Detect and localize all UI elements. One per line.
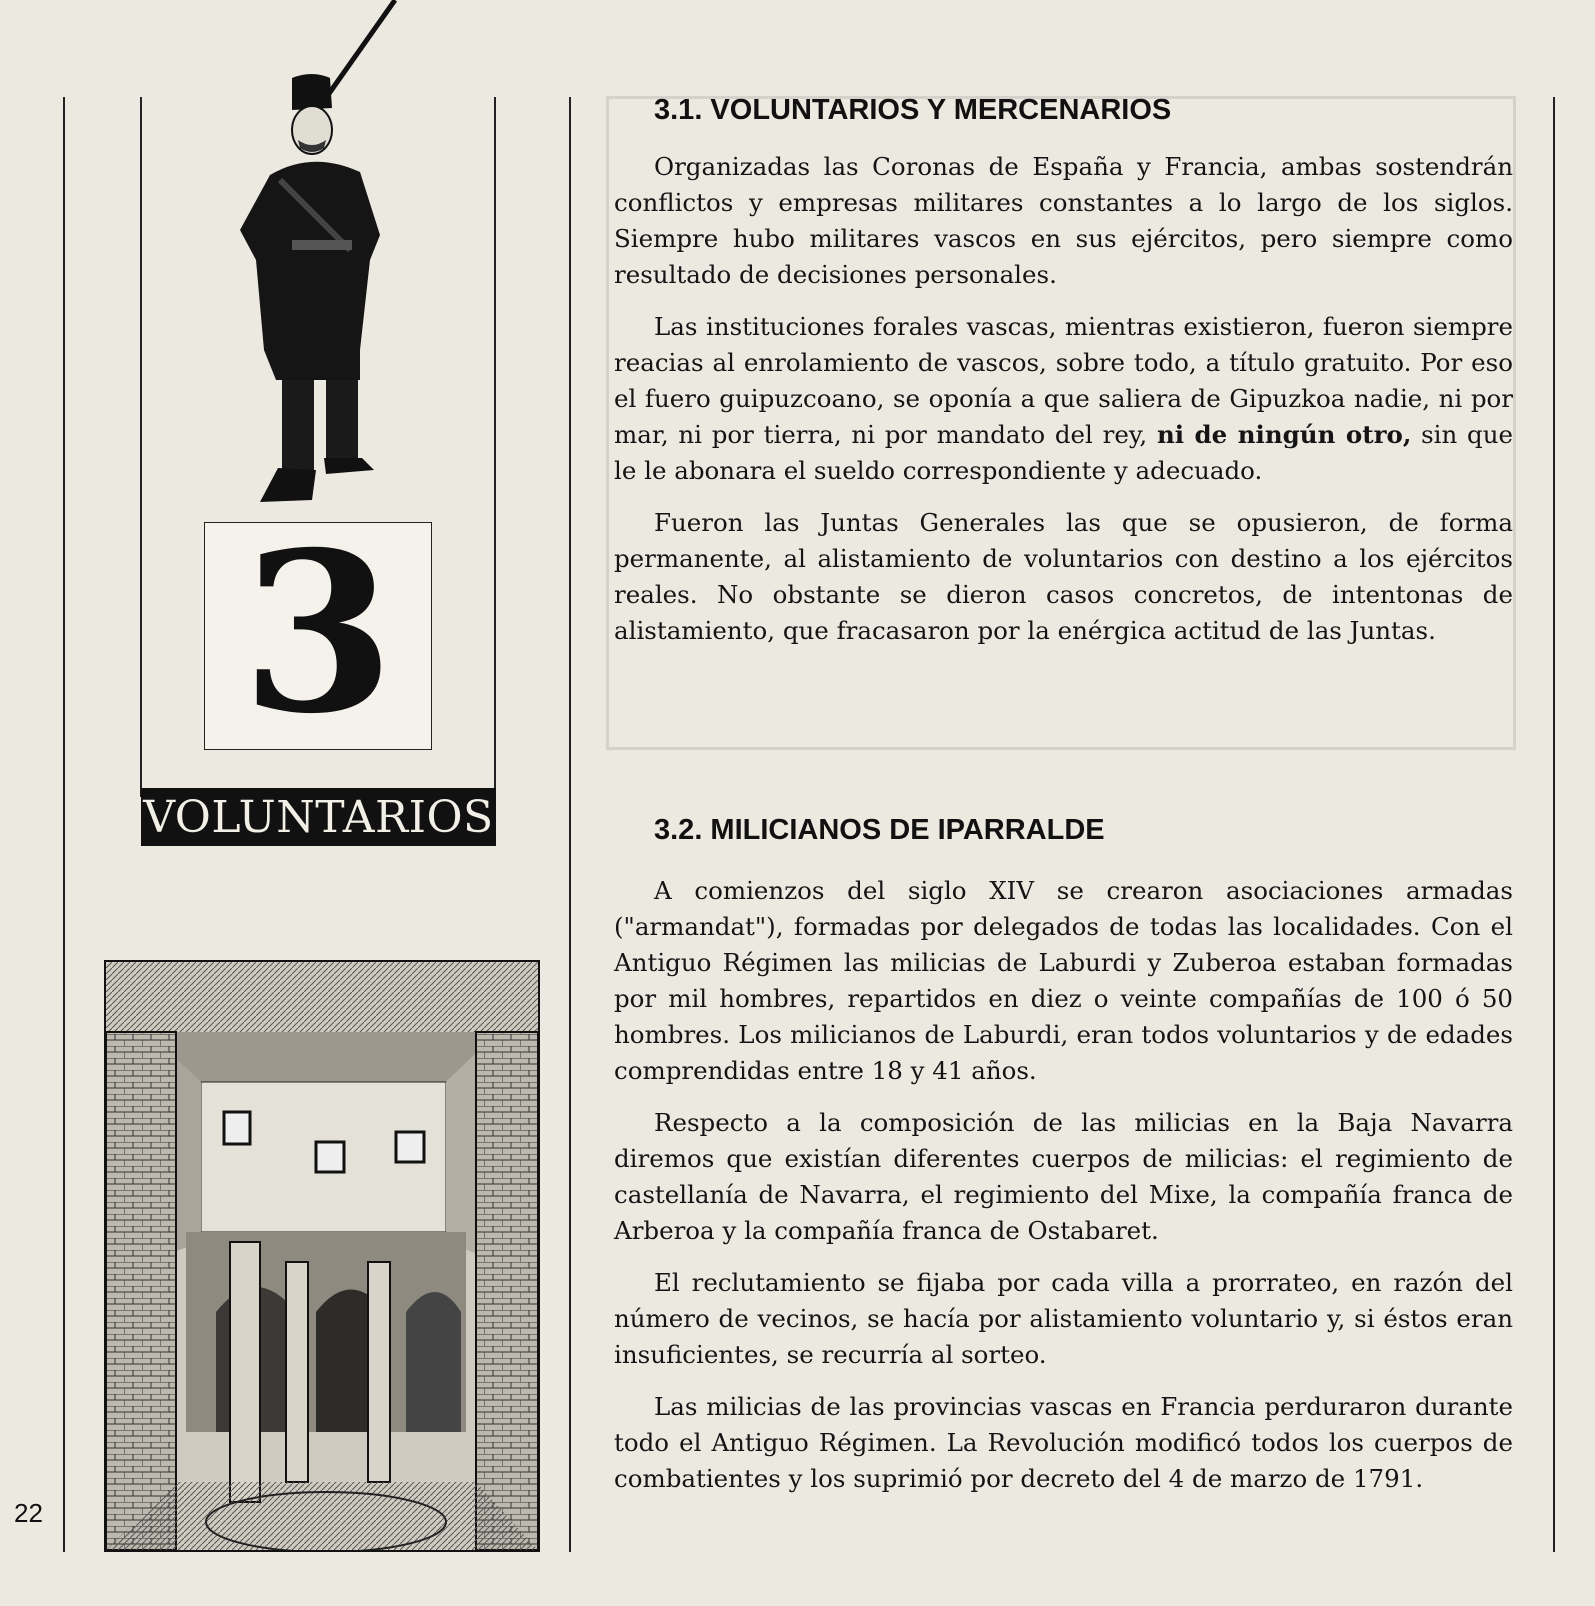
paragraph: Fueron las Juntas Generales las que se opusieron, de forma permanente, al alistamiento de voluntarios con destino a los ejércitos reales. No obstante se dieron casos concretos, de intentonas de alistamiento, que fracasaron por la enérgica actitud de las Juntas. xyxy=(614,508,1513,645)
column-rule-left xyxy=(63,97,65,1552)
paragraph-with-emphasis xyxy=(614,309,1513,489)
chapter-number-box xyxy=(204,503,432,762)
chapter-rule-left xyxy=(140,97,142,797)
section-title: 3.1. VOLUNTARIOS Y MERCENARIOS xyxy=(654,94,1172,126)
chapter-number: 3 xyxy=(241,503,395,762)
paragraph-text: Las instituciones forales vascas, mientras existieron, fueron siempre reacias al enrolamiento de vascos, sobre todo, a título gratuito. Por eso el fuero guipuzcoano, se oponía a que saliera de Gipuzkoa nadie, ni por mar, ni por tierra, ni por mandato del rey, xyxy=(614,312,1513,449)
paragraph: Organizadas las Coronas de España y Francia, ambas sostendrán conflictos y empresas militares constantes a lo largo de los siglos. Siempre hubo militares vascos en sus ejércitos, pero siempre como resultado de decisiones personales. xyxy=(614,152,1513,289)
paragraph: Respecto a la composición de las milicias en la Baja Navarra diremos que existían diferentes cuerpos de milicias: el regimiento de castellanía de Navarra, el regimiento del Mixe, la compañía franca de Arberoa y la compañía franca de Ostabaret. xyxy=(614,1108,1513,1245)
section-milicianos-iparralde xyxy=(614,814,1513,1513)
paragraph: Las milicias de las provincias vascas en Francia perduraron durante todo el Antiguo Régimen. La Revolución modificó todos los cuerpos de combatientes y los suprimió por decreto del 4 de marzo de 1791. xyxy=(614,1392,1513,1493)
paragraph: A comienzos del siglo XIV se crearon asociaciones armadas ("armandat"), formadas por delegados de todas las localidades. Con el Antiguo Régimen las milicias de Laburdi y Zuberoa estaban formadas por mil hombres, repartidos en diez o veinte compañías de 100 ó 50 hombres. Los milicianos de Laburdi, eran todos voluntarios y de edades comprendidas entre 18 y 41 años. xyxy=(614,876,1513,1085)
emphasis-text: ni de ningún otro, xyxy=(1156,420,1412,449)
column-rule-middle xyxy=(569,97,571,1552)
paragraph-text: sin que le le abonara el sueldo correspondiente y adecuado. xyxy=(614,420,1513,485)
column-rule-right xyxy=(1553,97,1555,1552)
chapter-rule-right xyxy=(494,97,496,797)
chapter-title-banner xyxy=(141,788,496,846)
section-title: 3.2. MILICIANOS DE IPARRALDE xyxy=(654,814,1105,846)
courtyard-illustration xyxy=(104,960,540,1552)
courtyard-engraving xyxy=(106,962,538,1550)
chapter-title: VOLUNTARIOS xyxy=(143,791,494,843)
section-voluntarios-mercenarios xyxy=(614,94,1513,665)
soldier-illustration xyxy=(220,0,420,510)
paragraph: El reclutamiento se fijaba por cada villa a prorrateo, en razón del número de vecinos, se hacía por alistamiento voluntario y, si éstos eran insuficientes, se recurría al sorteo. xyxy=(614,1268,1513,1369)
page-number: 22 xyxy=(14,1498,43,1528)
